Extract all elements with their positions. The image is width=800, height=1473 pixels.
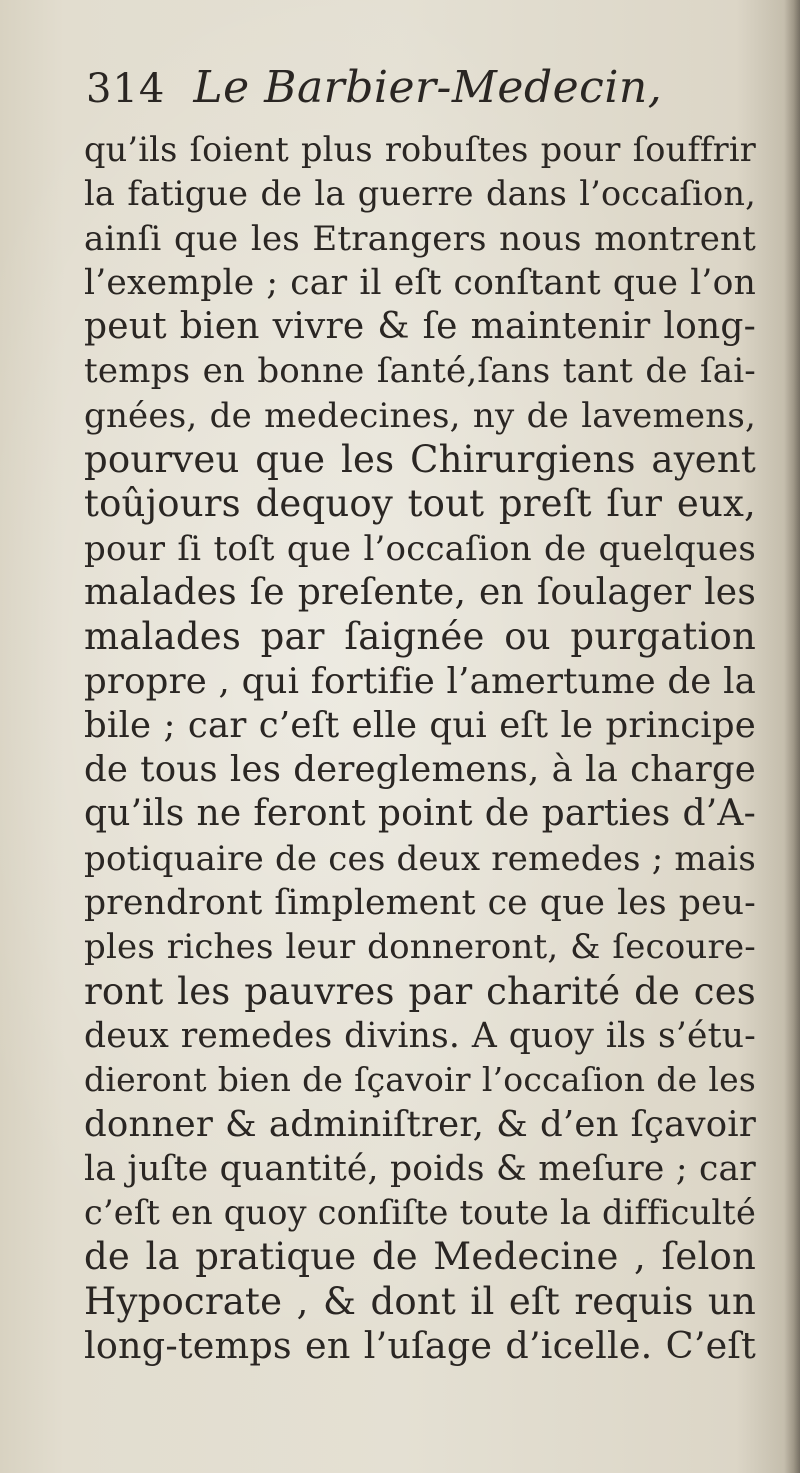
page-header	[86, 62, 766, 122]
text-line-25: c’eſt en quoy conſiſte toute la difficulté	[84, 1193, 756, 1233]
text-line-7: gnées, de medecines, ny de lavemens,	[84, 395, 756, 436]
text-line-26: de la pratique de Medecine , ſelon	[84, 1235, 756, 1279]
text-line-9: toûjours dequoy tout preſt ſur eux,	[84, 482, 756, 526]
text-line-20: ront les pauvres par charité de ces	[84, 969, 756, 1013]
text-line-24: la juſte quantité, poids & meſure ; car	[84, 1148, 756, 1189]
body-text	[84, 128, 756, 1368]
text-line-21: deux remedes divins. A quoy ils s’étu-	[84, 1015, 756, 1056]
text-line-1: qu’ils ſoient plus robuſtes pour ſouffrir	[84, 130, 756, 169]
text-line-4: l’exemple ; car il eſt conſtant que l’on	[84, 262, 756, 303]
text-line-22: dieront bien de ſçavoir l’occaſion de les	[84, 1060, 756, 1100]
page-number: 314	[86, 66, 166, 112]
text-line-15: de tous les dereglemens, à la charge	[84, 749, 756, 791]
text-line-27: Hypocrate , & dont il eſt requis un	[84, 1279, 756, 1323]
text-line-2: la fatigue de la guerre dans l’occaſion,	[84, 174, 756, 214]
binding-edge	[784, 0, 800, 1473]
text-line-14: bile ; car c’eſt elle qui eſt le principe	[84, 704, 756, 746]
text-line-17: potiquaire de ces deux remedes ; mais	[84, 838, 757, 879]
running-head: Le Barbier-Medecin,	[193, 62, 663, 113]
text-line-19: ples riches leur donneront, & ſecoure-	[84, 927, 756, 968]
text-line-13: propre , qui fortifie l’amertume de la	[84, 660, 756, 702]
text-line-6: temps en bonne ſanté,ſans tant de ſai-	[84, 351, 756, 392]
text-line-3: ainſi que les Etrangers nous montrent	[84, 218, 756, 259]
text-line-11: malades ſe preſente, en ſoulager les	[84, 571, 756, 613]
text-line-12: malades par ſaignée ou purgation	[84, 615, 756, 659]
text-line-23: donner & adminiſtrer, & d’en ſçavoir	[84, 1103, 756, 1145]
text-line-18: prendront ſimplement ce que les peu-	[84, 883, 756, 924]
text-line-16: qu’ils ne feront point de parties d’A-	[84, 793, 756, 835]
text-line-28: long-temps en l’uſage d’icelle. C’eſt	[84, 1324, 756, 1368]
text-line-8: pourveu que les Chirurgiens ayent	[84, 438, 756, 482]
text-line-10: pour ſi toſt que l’occaſion de quelques	[84, 528, 756, 569]
text-line-5: peut bien vivre & ſe maintenir long-	[84, 306, 756, 348]
